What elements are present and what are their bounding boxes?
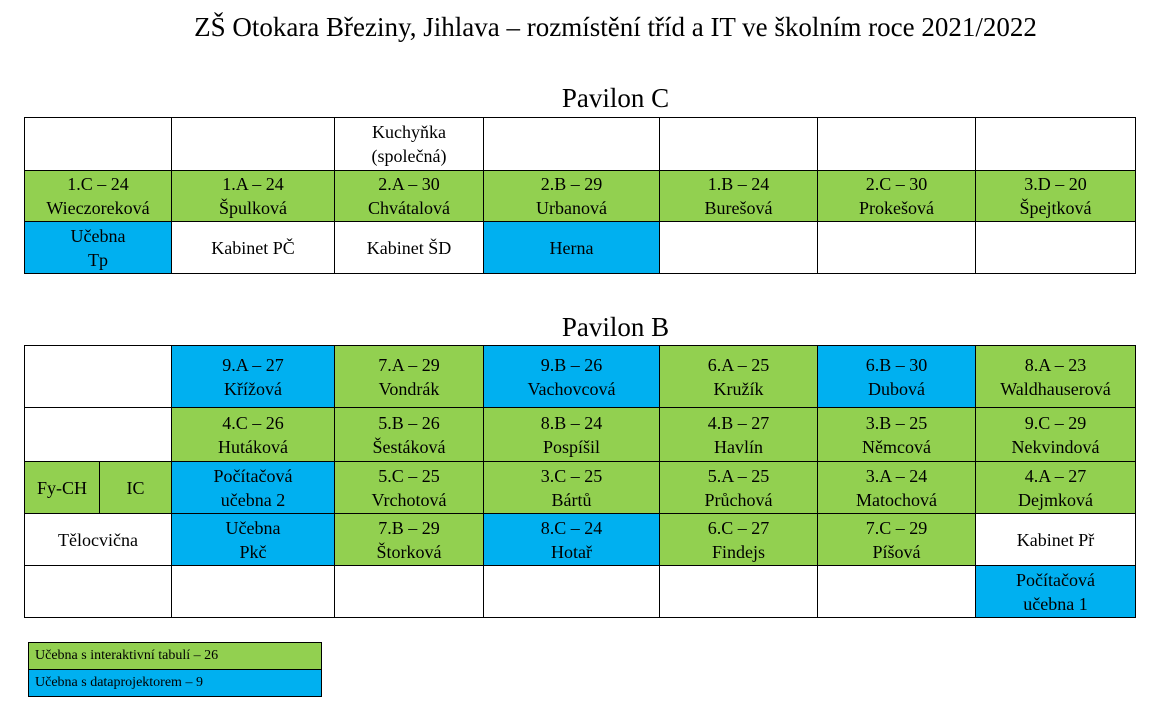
classroom-9c <box>976 408 1136 462</box>
room-label: Kabinet Př <box>1016 529 1095 550</box>
classroom-2c <box>818 171 976 222</box>
room-cell <box>484 566 660 618</box>
room-label: Učebna <box>70 225 126 246</box>
class-label: 2.B – 29 <box>540 174 603 194</box>
classroom-5c <box>335 462 484 514</box>
room-kabinet-sd <box>335 222 484 274</box>
teacher-name: Vachovcová <box>527 378 616 399</box>
class-label: 8.B – 24 <box>540 412 603 433</box>
room-label: Fy-CH <box>36 477 87 498</box>
classroom-1b <box>660 171 818 222</box>
classroom-1a <box>172 171 335 222</box>
classroom-6a <box>660 346 818 408</box>
teacher-name: Waldhauserová <box>1000 378 1111 399</box>
teacher-name: Nekvindová <box>1011 436 1100 457</box>
teacher-name: Šestáková <box>372 436 446 457</box>
room-telocvicna <box>25 514 172 566</box>
class-label: 5.A – 25 <box>707 465 770 486</box>
teacher-name: Křížová <box>224 378 282 399</box>
classroom-4b <box>660 408 818 462</box>
room-label: Počítačová <box>213 465 293 486</box>
room-cell <box>818 222 976 274</box>
pavilon-b-title: Pavilon B <box>561 312 670 342</box>
teacher-name: Bártů <box>551 489 592 510</box>
teacher-name: Hutáková <box>218 436 288 457</box>
room-label: Kabinet ŠD <box>366 237 452 258</box>
class-label: 1.B – 24 <box>707 174 770 194</box>
classroom-3b <box>818 408 976 462</box>
teacher-name: Špulková <box>218 198 287 218</box>
class-label: 3.C – 25 <box>540 465 603 486</box>
room-cell <box>818 566 976 618</box>
room-cell <box>484 118 660 171</box>
teacher-name: Findejs <box>711 541 765 562</box>
teacher-name: Němcová <box>862 436 931 457</box>
room-label: Pkč <box>239 541 267 562</box>
classroom-1c <box>25 171 172 222</box>
legend-projector: Učebna s dataprojektorem – 9 <box>29 670 322 697</box>
class-label: 6.B – 30 <box>865 354 928 375</box>
classroom-7c <box>818 514 976 566</box>
room-cell <box>660 566 818 618</box>
teacher-name: Dubová <box>868 378 925 399</box>
room-kuchynka <box>335 118 484 171</box>
room-kabinet-pr <box>976 514 1136 566</box>
class-label: 7.A – 29 <box>378 354 440 375</box>
room-label: Počítačová <box>1016 569 1095 590</box>
class-label: 1.C – 24 <box>67 174 129 194</box>
classroom-4a <box>976 462 1136 514</box>
room-pc-ucebna-2 <box>172 462 335 514</box>
teacher-name: Dejmková <box>1018 489 1093 510</box>
room-pc-ucebna-1 <box>976 566 1136 618</box>
class-label: 7.C – 29 <box>865 517 928 538</box>
classroom-6b <box>818 346 976 408</box>
room-cell <box>172 118 335 171</box>
class-label: 3.B – 25 <box>865 412 928 433</box>
class-label: 7.B – 29 <box>378 517 440 538</box>
class-label: 2.C – 30 <box>865 174 928 194</box>
page-title: ZŠ Otokara Březiny, Jihlava – rozmístění tříd a IT ve školním roce 2021/2022 <box>194 12 1037 42</box>
classroom-9a <box>172 346 335 408</box>
room-cell <box>25 346 172 408</box>
pavilon-b-table <box>24 345 1136 618</box>
room-label: učebna 1 <box>1023 593 1088 614</box>
room-label: IC <box>126 477 145 498</box>
teacher-name: Havlín <box>714 436 763 457</box>
room-cell <box>335 566 484 618</box>
room-herna <box>484 222 660 274</box>
teacher-name: Matochová <box>856 489 937 510</box>
room-fy-ch <box>25 462 100 514</box>
room-cell <box>976 118 1136 171</box>
room-cell <box>25 408 172 462</box>
classroom-5b <box>335 408 484 462</box>
class-label: 2.A – 30 <box>378 174 440 194</box>
classroom-9b <box>484 346 660 408</box>
room-cell <box>976 222 1136 274</box>
room-ucebna-pkc <box>172 514 335 566</box>
teacher-name: Pospíšil <box>542 436 601 457</box>
room-label: Kabinet PČ <box>211 237 295 258</box>
class-label: 8.C – 24 <box>540 517 603 538</box>
room-ucebna-tp <box>25 222 172 274</box>
room-label: Kuchyňka <box>372 122 446 142</box>
class-label: 4.B – 27 <box>707 412 770 433</box>
room-cell <box>818 118 976 171</box>
class-label: 9.C – 29 <box>1024 412 1087 433</box>
room-cell <box>25 566 172 618</box>
room-label: Učebna <box>225 517 281 538</box>
room-kabinet-pc <box>172 222 335 274</box>
teacher-name: Wieczoreková <box>46 198 150 218</box>
teacher-name: Vondrák <box>378 378 440 399</box>
room-cell <box>25 118 172 171</box>
class-label: 9.B – 26 <box>540 354 603 375</box>
teacher-name: Průchová <box>704 489 773 510</box>
room-cell <box>660 222 818 274</box>
room-label: učebna 2 <box>220 489 286 510</box>
pavilon-c-table <box>24 117 1136 274</box>
class-label: 1.A – 24 <box>222 174 284 194</box>
classroom-8a <box>976 346 1136 408</box>
legend <box>28 642 322 697</box>
class-label: 4.C – 26 <box>222 412 284 433</box>
teacher-name: Špejtková <box>1019 198 1092 218</box>
teacher-name: Urbanová <box>536 198 607 218</box>
teacher-name: Prokešová <box>859 198 934 218</box>
class-label: 5.B – 26 <box>378 412 440 433</box>
classroom-2b <box>484 171 660 222</box>
classroom-3a <box>818 462 976 514</box>
teacher-name: Chvátalová <box>368 198 450 218</box>
room-cell <box>660 118 818 171</box>
room-label: Tp <box>88 249 108 270</box>
classroom-7a <box>335 346 484 408</box>
class-label: 6.C – 27 <box>707 517 770 538</box>
room-label: (společná) <box>371 146 447 166</box>
classroom-3c <box>484 462 660 514</box>
teacher-name: Vrchotová <box>371 489 447 510</box>
class-label: 5.C – 25 <box>378 465 440 486</box>
classroom-8b <box>484 408 660 462</box>
teacher-name: Burešová <box>704 198 773 218</box>
classroom-8c <box>484 514 660 566</box>
pavilon-c-title: Pavilon C <box>561 83 670 113</box>
class-label: 6.A – 25 <box>707 354 770 375</box>
class-label: 9.A – 27 <box>222 354 284 375</box>
classroom-7b <box>335 514 484 566</box>
classroom-5a <box>660 462 818 514</box>
class-label: 3.D – 20 <box>1024 174 1087 194</box>
teacher-name: Kružík <box>713 378 764 399</box>
teacher-name: Štorková <box>376 541 442 562</box>
classroom-6c <box>660 514 818 566</box>
legend-interactive-board: Učebna s interaktivní tabulí – 26 <box>29 643 322 670</box>
classroom-4c <box>172 408 335 462</box>
teacher-name: Hotař <box>551 541 592 562</box>
room-ic <box>100 462 172 514</box>
classroom-3d <box>976 171 1136 222</box>
classroom-2a <box>335 171 484 222</box>
room-label: Tělocvična <box>58 529 138 550</box>
room-cell <box>172 566 335 618</box>
room-label: Herna <box>549 237 594 258</box>
class-label: 8.A – 23 <box>1024 354 1087 375</box>
class-label: 3.A – 24 <box>865 465 928 486</box>
class-label: 4.A – 27 <box>1024 465 1087 486</box>
teacher-name: Píšová <box>872 541 921 562</box>
